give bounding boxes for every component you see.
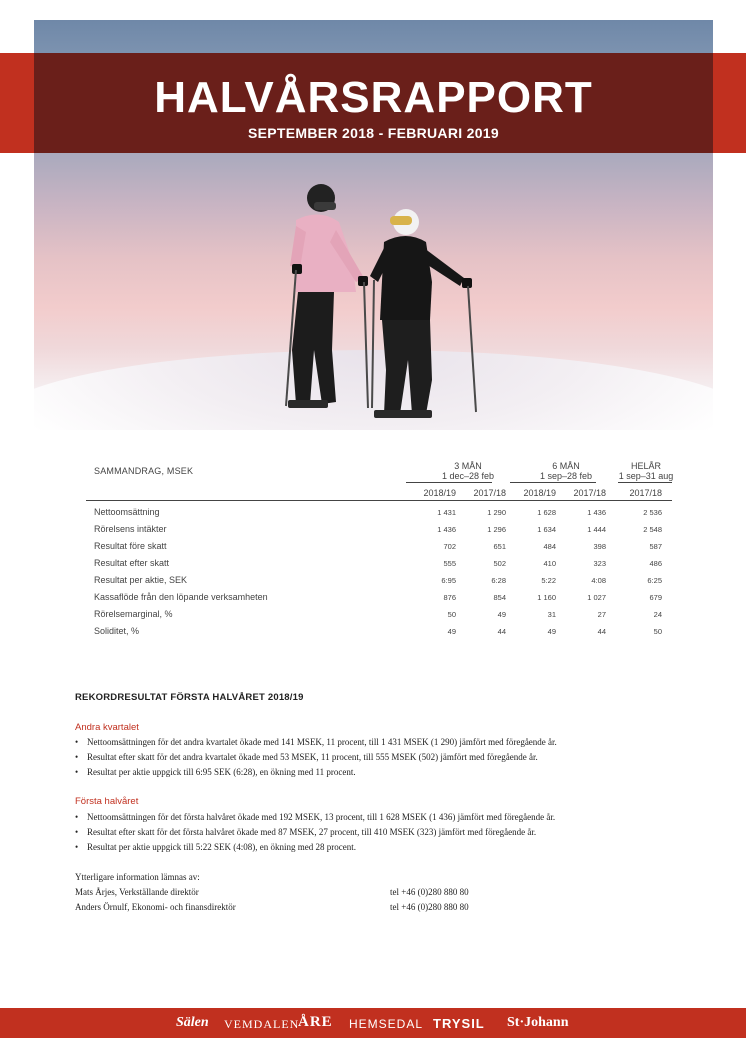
summary-title: SAMMANDRAG, MSEK <box>94 466 194 476</box>
brand-st-johann: St·Johann <box>507 1015 569 1030</box>
table-row <box>86 504 672 521</box>
group-6-man <box>516 461 616 481</box>
table-cell: 1 444 <box>587 525 606 534</box>
group-sub: 1 sep–28 feb <box>539 471 593 481</box>
table-cell: 27 <box>597 610 606 619</box>
header-rule <box>86 500 672 501</box>
group-underline <box>406 482 492 483</box>
year-header: 2017/18 <box>473 488 506 498</box>
year-header: 2018/19 <box>523 488 556 498</box>
table-cell: 1 296 <box>487 525 506 534</box>
table-cell: 502 <box>493 559 506 568</box>
table-cell: 49 <box>497 610 506 619</box>
group-sub: 1 sep–31 aug <box>618 471 674 481</box>
table-row <box>86 623 672 640</box>
table-cell: 1 436 <box>437 525 456 534</box>
title-banner <box>0 53 746 153</box>
row-label: Kassaflöde från den löpande verksamheten <box>94 592 268 602</box>
table-cell: 1 027 <box>587 593 606 602</box>
q2-heading: Andra kvartalet <box>75 722 139 733</box>
group-label: HELÅR <box>630 461 661 471</box>
table-cell: 679 <box>649 593 662 602</box>
list-item: • Nettoomsättningen för det andra kvartalet ökade med 141 MSEK, 11 procent, till 1 431 MSEK (1 290) jämfört med föregående år. <box>75 735 557 750</box>
table-cell: 651 <box>493 542 506 551</box>
group-underline <box>618 482 672 483</box>
list-item: • Resultat per aktie uppgick till 6:95 SEK (6:28), en ökning med 11 procent. <box>75 765 557 780</box>
group-label: 6 MÅN <box>552 461 580 471</box>
brand-vemdalen: VEMDALEN <box>224 1017 300 1031</box>
list-item: • Resultat per aktie uppgick till 5:22 SEK (4:08), en ökning med 28 procent. <box>75 840 555 855</box>
table-cell: 49 <box>447 627 456 636</box>
year-header: 2017/18 <box>629 488 662 498</box>
skier-pink-jacket <box>286 184 368 408</box>
table-cell: 702 <box>443 542 456 551</box>
summary-table <box>86 458 674 636</box>
summary-rows <box>86 504 672 640</box>
row-label: Rörelsemarginal, % <box>94 609 173 619</box>
table-cell: 6:95 <box>441 576 456 585</box>
table-cell: 44 <box>597 627 606 636</box>
table-cell: 31 <box>547 610 556 619</box>
list-item: • Nettoomsättningen för det första halvåret ökade med 192 MSEK, 13 procent, till 1 628 MSEK (1 436) jämfört med föregående år. <box>75 810 555 825</box>
table-row <box>86 572 672 589</box>
report-heading: REKORDRESULTAT FÖRSTA HALVÅRET 2018/19 <box>75 692 304 703</box>
contact-name: Mats Årjes, Verkställande direktör <box>75 887 199 897</box>
group-helar <box>614 461 678 481</box>
brand-are: ÅRE <box>298 1014 333 1030</box>
table-cell: 24 <box>653 610 662 619</box>
brand-trysil: TRYSIL <box>433 1016 485 1031</box>
table-cell: 50 <box>653 627 662 636</box>
table-cell: 555 <box>443 559 456 568</box>
contact-intro: Ytterligare information lämnas av: <box>75 872 200 882</box>
row-label: Soliditet, % <box>94 626 140 636</box>
table-cell: 4:08 <box>591 576 606 585</box>
row-label: Rörelsens intäkter <box>94 524 167 534</box>
table-cell: 6:28 <box>491 576 506 585</box>
table-cell: 49 <box>547 627 556 636</box>
report-period: SEPTEMBER 2018 - FEBRUARI 2019 <box>248 125 499 141</box>
row-label: Nettoomsättning <box>94 507 160 517</box>
table-cell: 1 634 <box>537 525 556 534</box>
brand-hemsedal: HEMSEDAL <box>349 1017 424 1031</box>
contact-phone: tel +46 (0)280 880 80 <box>390 902 469 912</box>
brand-salen: Sälen <box>176 1015 209 1030</box>
table-cell: 398 <box>593 542 606 551</box>
table-cell: 2 536 <box>643 508 662 517</box>
table-cell: 876 <box>443 593 456 602</box>
q2-bullets <box>75 735 557 780</box>
list-item: • Resultat efter skatt för det första halvåret ökade med 87 MSEK, 27 procent, till 410 MSEK (323) jämfört med föregående år. <box>75 825 555 840</box>
table-cell: 323 <box>593 559 606 568</box>
table-cell: 1 436 <box>587 508 606 517</box>
table-row <box>86 521 672 538</box>
title-banner-inner <box>34 53 713 153</box>
table-cell: 484 <box>543 542 556 551</box>
table-row <box>86 555 672 572</box>
group-3-man <box>418 461 518 481</box>
year-header: 2017/18 <box>573 488 606 498</box>
table-cell: 1 160 <box>537 593 556 602</box>
table-cell: 2 548 <box>643 525 662 534</box>
footer-brand-bar <box>0 1008 746 1038</box>
h1-heading: Första halvåret <box>75 796 139 807</box>
row-label: Resultat efter skatt <box>94 558 170 568</box>
h1-bullets <box>75 810 555 855</box>
report-title: HALVÅRSRAPPORT <box>154 73 593 122</box>
year-header: 2018/19 <box>423 488 456 498</box>
list-item: • Resultat efter skatt för det andra kvartalet ökade med 53 MSEK, 11 procent, till 555 MSEK (502) jämfört med föregående år. <box>75 750 557 765</box>
summary-header <box>86 458 672 498</box>
contact-name: Anders Örnulf, Ekonomi- och finansdirektör <box>75 902 236 912</box>
table-cell: 1 431 <box>437 508 456 517</box>
group-underline <box>510 482 596 483</box>
row-label: Resultat före skatt <box>94 541 167 551</box>
row-label: Resultat per aktie, SEK <box>94 575 188 585</box>
contact-phone: tel +46 (0)280 880 80 <box>390 887 469 897</box>
table-cell: 587 <box>649 542 662 551</box>
table-row <box>86 589 672 606</box>
table-cell: 1 628 <box>537 508 556 517</box>
table-cell: 6:25 <box>647 576 662 585</box>
table-cell: 5:22 <box>541 576 556 585</box>
group-label: 3 MÅN <box>454 461 482 471</box>
table-cell: 854 <box>493 593 506 602</box>
group-sub: 1 dec–28 feb <box>441 471 495 481</box>
table-cell: 1 290 <box>487 508 506 517</box>
table-cell: 410 <box>543 559 556 568</box>
table-cell: 44 <box>497 627 506 636</box>
table-cell: 50 <box>447 610 456 619</box>
table-cell: 486 <box>649 559 662 568</box>
table-row <box>86 538 672 555</box>
table-row <box>86 606 672 623</box>
skier-black-jacket <box>370 209 476 418</box>
